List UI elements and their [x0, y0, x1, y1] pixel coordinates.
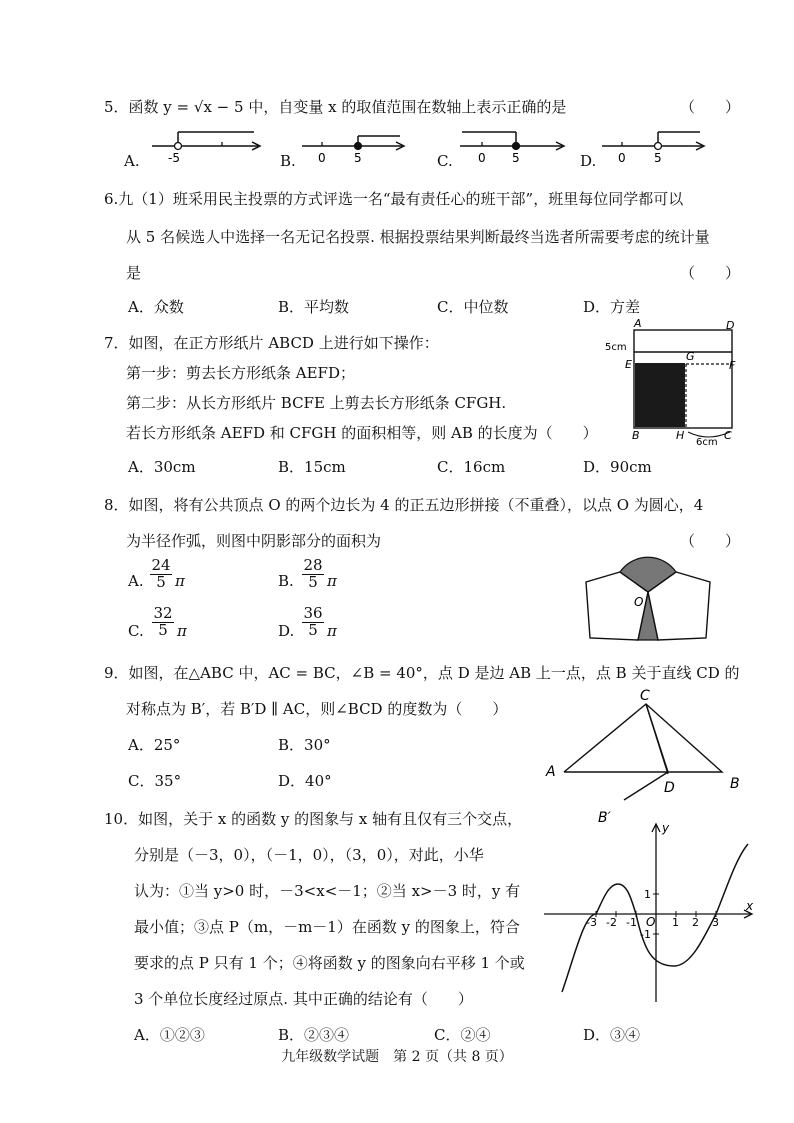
q5-b-tick-5: 5	[354, 151, 362, 165]
q6-answer-paren: （ ）	[680, 264, 741, 282]
q5-option-b-number-line	[300, 128, 412, 168]
q8-c-den: 5	[158, 620, 168, 639]
q7-label-h: H	[676, 429, 685, 442]
q5-c-tick-0: 0	[478, 151, 486, 165]
q8-line-2: 为半径作弧，则图中阴影部分的面积为	[126, 532, 382, 550]
q8-label-o: O	[634, 595, 644, 609]
q9-triangle-figure	[540, 686, 750, 826]
q7-option-a: A．30cm	[128, 458, 196, 476]
q7-label-e: E	[625, 358, 632, 371]
q5-answer-paren: （ ）	[680, 98, 741, 116]
q8-d-num: 36	[303, 604, 323, 622]
q7-option-b: B．15cm	[278, 458, 346, 476]
q8-a-num: 24	[151, 556, 171, 574]
q10-xtick-1: 1	[672, 916, 679, 929]
q5-c-tick-5: 5	[512, 151, 520, 165]
q5-option-b-letter: B.	[280, 152, 296, 170]
q7-label-c: C	[724, 429, 732, 442]
q8-option-c-letter: C.	[128, 622, 144, 640]
q9-option-a: A．25°	[128, 736, 181, 754]
q10-ytick-neg1: -1	[640, 928, 651, 941]
q9-option-d: D．40°	[278, 772, 332, 790]
q5-stem: 5．函数 y = √x − 5 中，自变量 x 的取值范围在数轴上表示正确的是	[104, 98, 567, 116]
q8-option-d-fraction	[302, 606, 324, 639]
q7-option-d: D．90cm	[583, 458, 652, 476]
q10-x-axis-label: x	[746, 899, 754, 913]
q7-label-5cm: 5cm	[605, 342, 627, 353]
q10-line-1: 10．如图，关于 x 的函数 y 的图象与 x 轴有且仅有三个交点，	[104, 810, 523, 828]
q7-line-3: 第二步：从长方形纸片 BCFE 上剪去长方形纸条 CFGH.	[126, 394, 507, 412]
q5-option-d-letter: D.	[580, 152, 597, 170]
q8-d-den: 5	[308, 620, 318, 639]
q10-line-3: 认为：①当 y>0 时，－3<x<－1；②当 x>－3 时，y 有	[134, 882, 521, 900]
q6-line-3: 是	[126, 264, 142, 282]
q8-c-num: 32	[153, 604, 173, 622]
q10-xtick-neg1: -1	[626, 916, 637, 929]
q8-option-a-fraction	[150, 558, 172, 591]
q7-label-g: G	[686, 350, 695, 363]
q10-option-c: C．②④	[434, 1026, 491, 1044]
q10-ytick-1: 1	[644, 888, 651, 901]
q6-option-d: D．方差	[583, 298, 641, 316]
q5-d-tick-5: 5	[654, 151, 662, 165]
q7-square-figure	[600, 316, 750, 448]
q10-option-a: A．①②③	[134, 1026, 205, 1044]
page-footer: 九年级数学试题 第 2 页（共 8 页）	[281, 1049, 513, 1065]
q10-line-2: 分别是（－3，0），（－1，0），（3，0），对此，小华	[134, 846, 484, 864]
q6-option-a: A．众数	[128, 298, 184, 316]
q8-option-b-letter: B.	[278, 572, 294, 590]
q8-option-d-letter: D.	[278, 622, 295, 640]
q5-option-a-letter: A.	[124, 152, 140, 170]
q5-d-tick-0: 0	[618, 151, 626, 165]
q10-y-axis-label: y	[662, 821, 670, 835]
q5-option-a-number-line	[150, 128, 270, 168]
q6-option-c: C．中位数	[437, 298, 509, 316]
q9-line-1: 9．如图，在△ABC 中，AC = BC，∠B = 40°，点 D 是边 AB 上一点，点 B 关于直线 CD 的	[104, 664, 740, 682]
q8-line-1: 8．如图，将有公共顶点 O 的两个边长为 4 的正五边形拼接（不重叠），以点 O 为圆心，4	[104, 496, 704, 514]
q7-label-a: A	[634, 317, 642, 330]
q10-line-5: 要求的点 P 只有 1 个；④将函数 y 的图象向右平移 1 个或	[134, 954, 525, 972]
q9-label-c: C	[640, 688, 650, 704]
q5-option-d-number-line	[600, 126, 712, 166]
q7-line-1: 7．如图，在正方形纸片 ABCD 上进行如下操作：	[104, 334, 439, 352]
q8-option-a-letter: A.	[128, 572, 144, 590]
q7-option-c: C．16cm	[437, 458, 506, 476]
q7-line-2: 第一步：剪去长方形纸条 AEFD；	[126, 364, 355, 382]
q5-b-tick-0: 0	[318, 151, 326, 165]
q8-option-a-pi: π	[175, 572, 185, 590]
q8-b-den: 5	[308, 572, 318, 591]
q5-a-tick: -5	[168, 151, 180, 165]
q10-xtick-neg2: -2	[606, 916, 617, 929]
q8-pentagon-figure	[580, 552, 720, 644]
q7-label-d: D	[726, 319, 735, 332]
q10-option-b: B．②③④	[278, 1026, 350, 1044]
q6-line-1: 6.九（1）班采用民主投票的方式评选一名“最有责任心的班干部”，班里每位同学都可以	[104, 190, 684, 208]
q9-option-b: B．30°	[278, 736, 331, 754]
q7-label-6cm: 6cm	[696, 437, 718, 448]
q8-option-c-pi: π	[177, 622, 187, 640]
q7-label-f: F	[729, 359, 736, 372]
q9-option-c: C．35°	[128, 772, 182, 790]
q9-label-b: B	[730, 776, 740, 792]
q6-line-2: 从 5 名候选人中选择一名无记名投票. 根据投票结果判断最终当选者所需要考虑的统计量	[126, 228, 710, 246]
q10-xtick-3: 3	[712, 916, 719, 929]
q8-option-c-fraction	[152, 606, 174, 639]
q10-xtick-neg3: -3	[586, 916, 597, 929]
q6-option-b: B．平均数	[278, 298, 350, 316]
q10-line-6: 3 个单位长度经过原点. 其中正确的结论有（ ）	[134, 990, 473, 1008]
q10-line-4: 最小值；③点 P（m，－m－1）在函数 y 的图象上，符合	[134, 918, 520, 936]
q9-label-a: A	[546, 764, 556, 780]
q8-a-den: 5	[156, 572, 166, 591]
q9-line-2: 对称点为 B′，若 B′D ∥ AC，则∠BCD 的度数为（ ）	[126, 700, 508, 718]
q10-option-d: D．③④	[583, 1026, 641, 1044]
q9-label-b-prime: B′	[598, 810, 611, 826]
q8-option-d-pi: π	[327, 622, 337, 640]
q8-b-num: 28	[303, 556, 323, 574]
q5-option-c-letter: C.	[437, 152, 453, 170]
q9-label-d: D	[664, 780, 675, 796]
q5-option-c-number-line	[458, 126, 574, 166]
q10-xtick-2: 2	[692, 916, 699, 929]
q10-function-graph	[540, 818, 762, 1008]
q8-answer-paren: （ ）	[680, 532, 741, 550]
q7-label-b: B	[632, 429, 640, 442]
q10-origin-label: O	[646, 915, 656, 929]
q8-option-b-pi: π	[327, 572, 337, 590]
q8-option-b-fraction	[302, 558, 324, 591]
q7-line-4: 若长方形纸条 AEFD 和 CFGH 的面积相等，则 AB 的长度为（ ）	[126, 424, 598, 442]
